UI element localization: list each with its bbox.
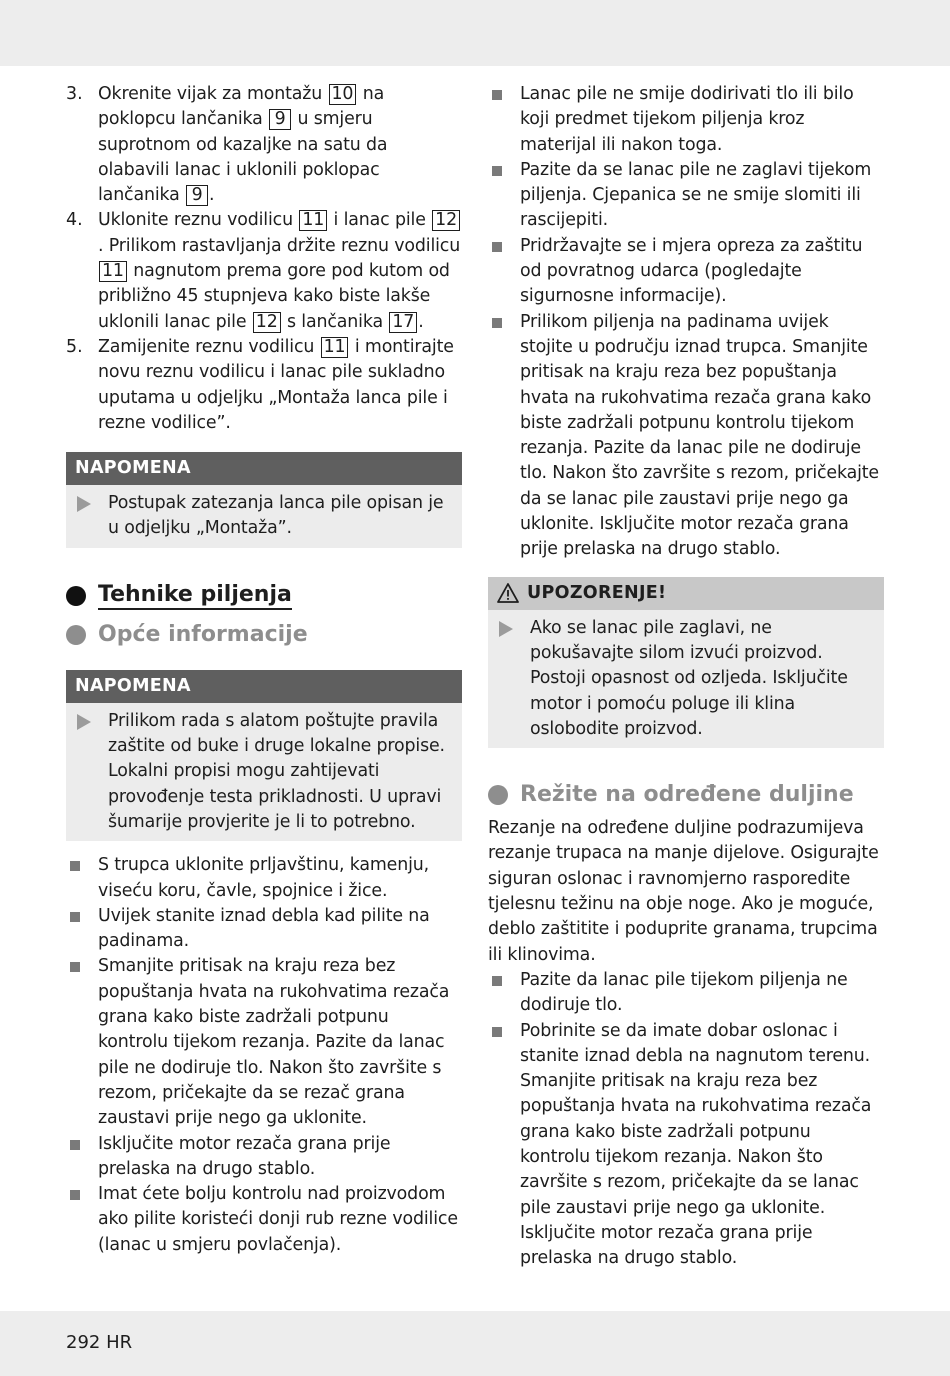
square-bullet-icon <box>488 310 520 335</box>
subsection-heading: Režite na određene duljine <box>488 780 884 810</box>
step-item <box>66 335 462 436</box>
bullet-dot-icon <box>66 625 86 645</box>
part-ref: 11 <box>299 210 327 231</box>
list-item: S trupca uklonite prljavštinu, kamenju, viseću koru, čavle, spojnice i žice. <box>66 853 462 904</box>
warning-box <box>488 577 884 748</box>
step-item <box>66 208 462 334</box>
bullet-dot-icon <box>66 586 86 606</box>
step-number: 4. <box>66 210 83 231</box>
page-number: 292 HR <box>66 1332 133 1353</box>
warning-title: UPOZORENJE! <box>527 582 667 603</box>
square-bullet-icon <box>488 968 520 993</box>
arrow-right-icon <box>76 709 108 734</box>
square-bullet-icon <box>488 158 520 183</box>
note-title: NAPOMENA <box>66 670 462 703</box>
note-box <box>66 670 462 841</box>
bullet-list <box>66 853 462 1258</box>
step-text: Okrenite vijak za montažu 10 na poklopcu lančanika 9 u smjeru suprotnom od kazaljke na satu da olabavili lanac i uklonili poklopac lančanika 9 . <box>98 84 388 206</box>
part-ref: 17 <box>389 312 417 333</box>
part-ref: 12 <box>253 312 281 333</box>
warning-triangle-icon <box>497 583 519 603</box>
right-column <box>488 82 884 1271</box>
part-ref: 11 <box>321 337 349 358</box>
square-bullet-icon <box>488 82 520 107</box>
square-bullet-icon <box>66 1132 98 1157</box>
square-bullet-icon <box>488 1019 520 1044</box>
step-text: Zamijenite reznu vodilicu 11 i montirajte novu reznu vodilicu i lanac pile sukladno uputama u odjeljku „Montaža lanca pile i rezne vodilice”. <box>98 336 454 433</box>
left-column <box>66 82 462 1258</box>
page-footer-band <box>0 1311 950 1376</box>
part-ref: 9 <box>186 185 208 206</box>
list-item: Smanjite pritisak na kraju reza bez popuštanja hvata na rukohvatima rezača grana kako biste zadržali potpunu kontrolu tijekom rezanja. Pazite da lanac pile ne dodiruje tlo. Nakon što završite s rezom, pričekajte da se rezač grana zaustavi prije nego ga uklonite. <box>66 954 462 1131</box>
square-bullet-icon <box>66 1182 98 1207</box>
square-bullet-icon <box>66 904 98 929</box>
step-item <box>66 82 462 208</box>
step-number: 5. <box>66 336 83 357</box>
list-item: Pridržavajte se i mjera opreza za zaštitu od povratnog udarca (pogledajte sigurnosne informacije). <box>488 234 884 310</box>
list-item: Pobrinite se da imate dobar oslonac i stanite iznad debla na nagnutom terenu. Smanjite pritisak na kraju reza bez popuštanja hvata na rukohvatima rezača grana kako biste zadržali potpunu kontrolu tijekom rezanja. Nakon što završite s rezom, pričekajte da se lanac pile zaustavi prije nego ga uklonite. Isključite motor rezača grana prije prelaska na drugo stablo. <box>488 1019 884 1272</box>
list-item: Lanac pile ne smije dodirivati tlo ili bilo koji predmet tijekom piljenja kroz materijal ili nakon toga. <box>488 82 884 158</box>
square-bullet-icon <box>488 234 520 259</box>
warning-header <box>488 577 884 610</box>
square-bullet-icon <box>66 954 98 979</box>
arrow-right-icon <box>498 616 530 641</box>
bullet-list <box>488 968 884 1272</box>
part-ref: 9 <box>269 109 291 130</box>
note-title: NAPOMENA <box>66 452 462 485</box>
list-item: Pazite da lanac pile tijekom piljenja ne dodiruje tlo. <box>488 968 884 1019</box>
list-item: Prilikom piljenja na padinama uvijek stojite u području iznad trupca. Smanjite pritisak na kraju reza bez popuštanja hvata na rukohvatima rezača grana kako biste zadržali potpunu kontrolu tijekom rezanja. Pazite da lanac pile ne dodiruje tlo. Nakon što završite s rezom, pričekajte da se lanac pile zaustavi prije nego ga uklonite. Isključite motor rezača grana prije prelaska na drugo stablo. <box>488 310 884 563</box>
bullet-dot-icon <box>488 785 508 805</box>
step-text: Uklonite reznu vodilicu 11 i lanac pile 12. Prilikom rastavljanja držite reznu vodilicu 11 nagnutom prema gore pod kutom od približno 45 stupnjeva kako biste lakše uklonili lanac pile 12 s lančanika 17 . <box>98 210 461 332</box>
section-heading: Tehnike piljenja <box>66 582 462 610</box>
step-list <box>66 82 462 436</box>
warning-text: Ako se lanac pile zaglavi, ne pokušavajte silom izvući proizvod. Postoji opasnost od ozljeda. Isključite motor i pomoću poluge ili klina oslobodite proizvod. <box>530 617 848 739</box>
part-ref: 11 <box>99 261 127 282</box>
step-number: 3. <box>66 84 83 104</box>
part-ref: 12 <box>432 210 460 231</box>
list-item: Isključite motor rezača grana prije prelaska na drugo stablo. <box>66 1132 462 1183</box>
list-item: Uvijek stanite iznad debla kad pilite na padinama. <box>66 904 462 955</box>
page-header-band <box>0 0 950 66</box>
bullet-list <box>488 82 884 563</box>
note-text: Prilikom rada s alatom poštujte pravila zaštite od buke i druge lokalne propise. Lokalni propisi mogu zahtijevati provođenje testa prikladnosti. U upravi šumarije provjerite je li to potrebno. <box>108 710 445 832</box>
list-item: Pazite da se lanac pile ne zaglavi tijekom piljenja. Cjepanica se ne smije slomiti ili rascijepiti. <box>488 158 884 234</box>
part-ref: 10 <box>329 84 357 105</box>
note-text: Postupak zatezanja lanca pile opisan je u odjeljku „Montaža”. <box>108 493 444 539</box>
note-box <box>66 452 462 548</box>
square-bullet-icon <box>66 853 98 878</box>
arrow-right-icon <box>76 491 108 516</box>
body-paragraph: Rezanje na određene duljine podrazumijeva rezanje trupaca na manje dijelove. Osigurajte siguran oslonac i ravnomjerno rasporedite tjelesnu težinu na obje noge. Ako je moguće, deblo zaštitite i poduprite granama, trupcima ili klinovima. <box>488 818 879 965</box>
subsection-heading: Opće informacije <box>66 620 462 650</box>
list-item: Imat ćete bolju kontrolu nad proizvodom ako pilite koristeći donji rub rezne vodilice (lanac u smjeru povlačenja). <box>66 1182 462 1258</box>
